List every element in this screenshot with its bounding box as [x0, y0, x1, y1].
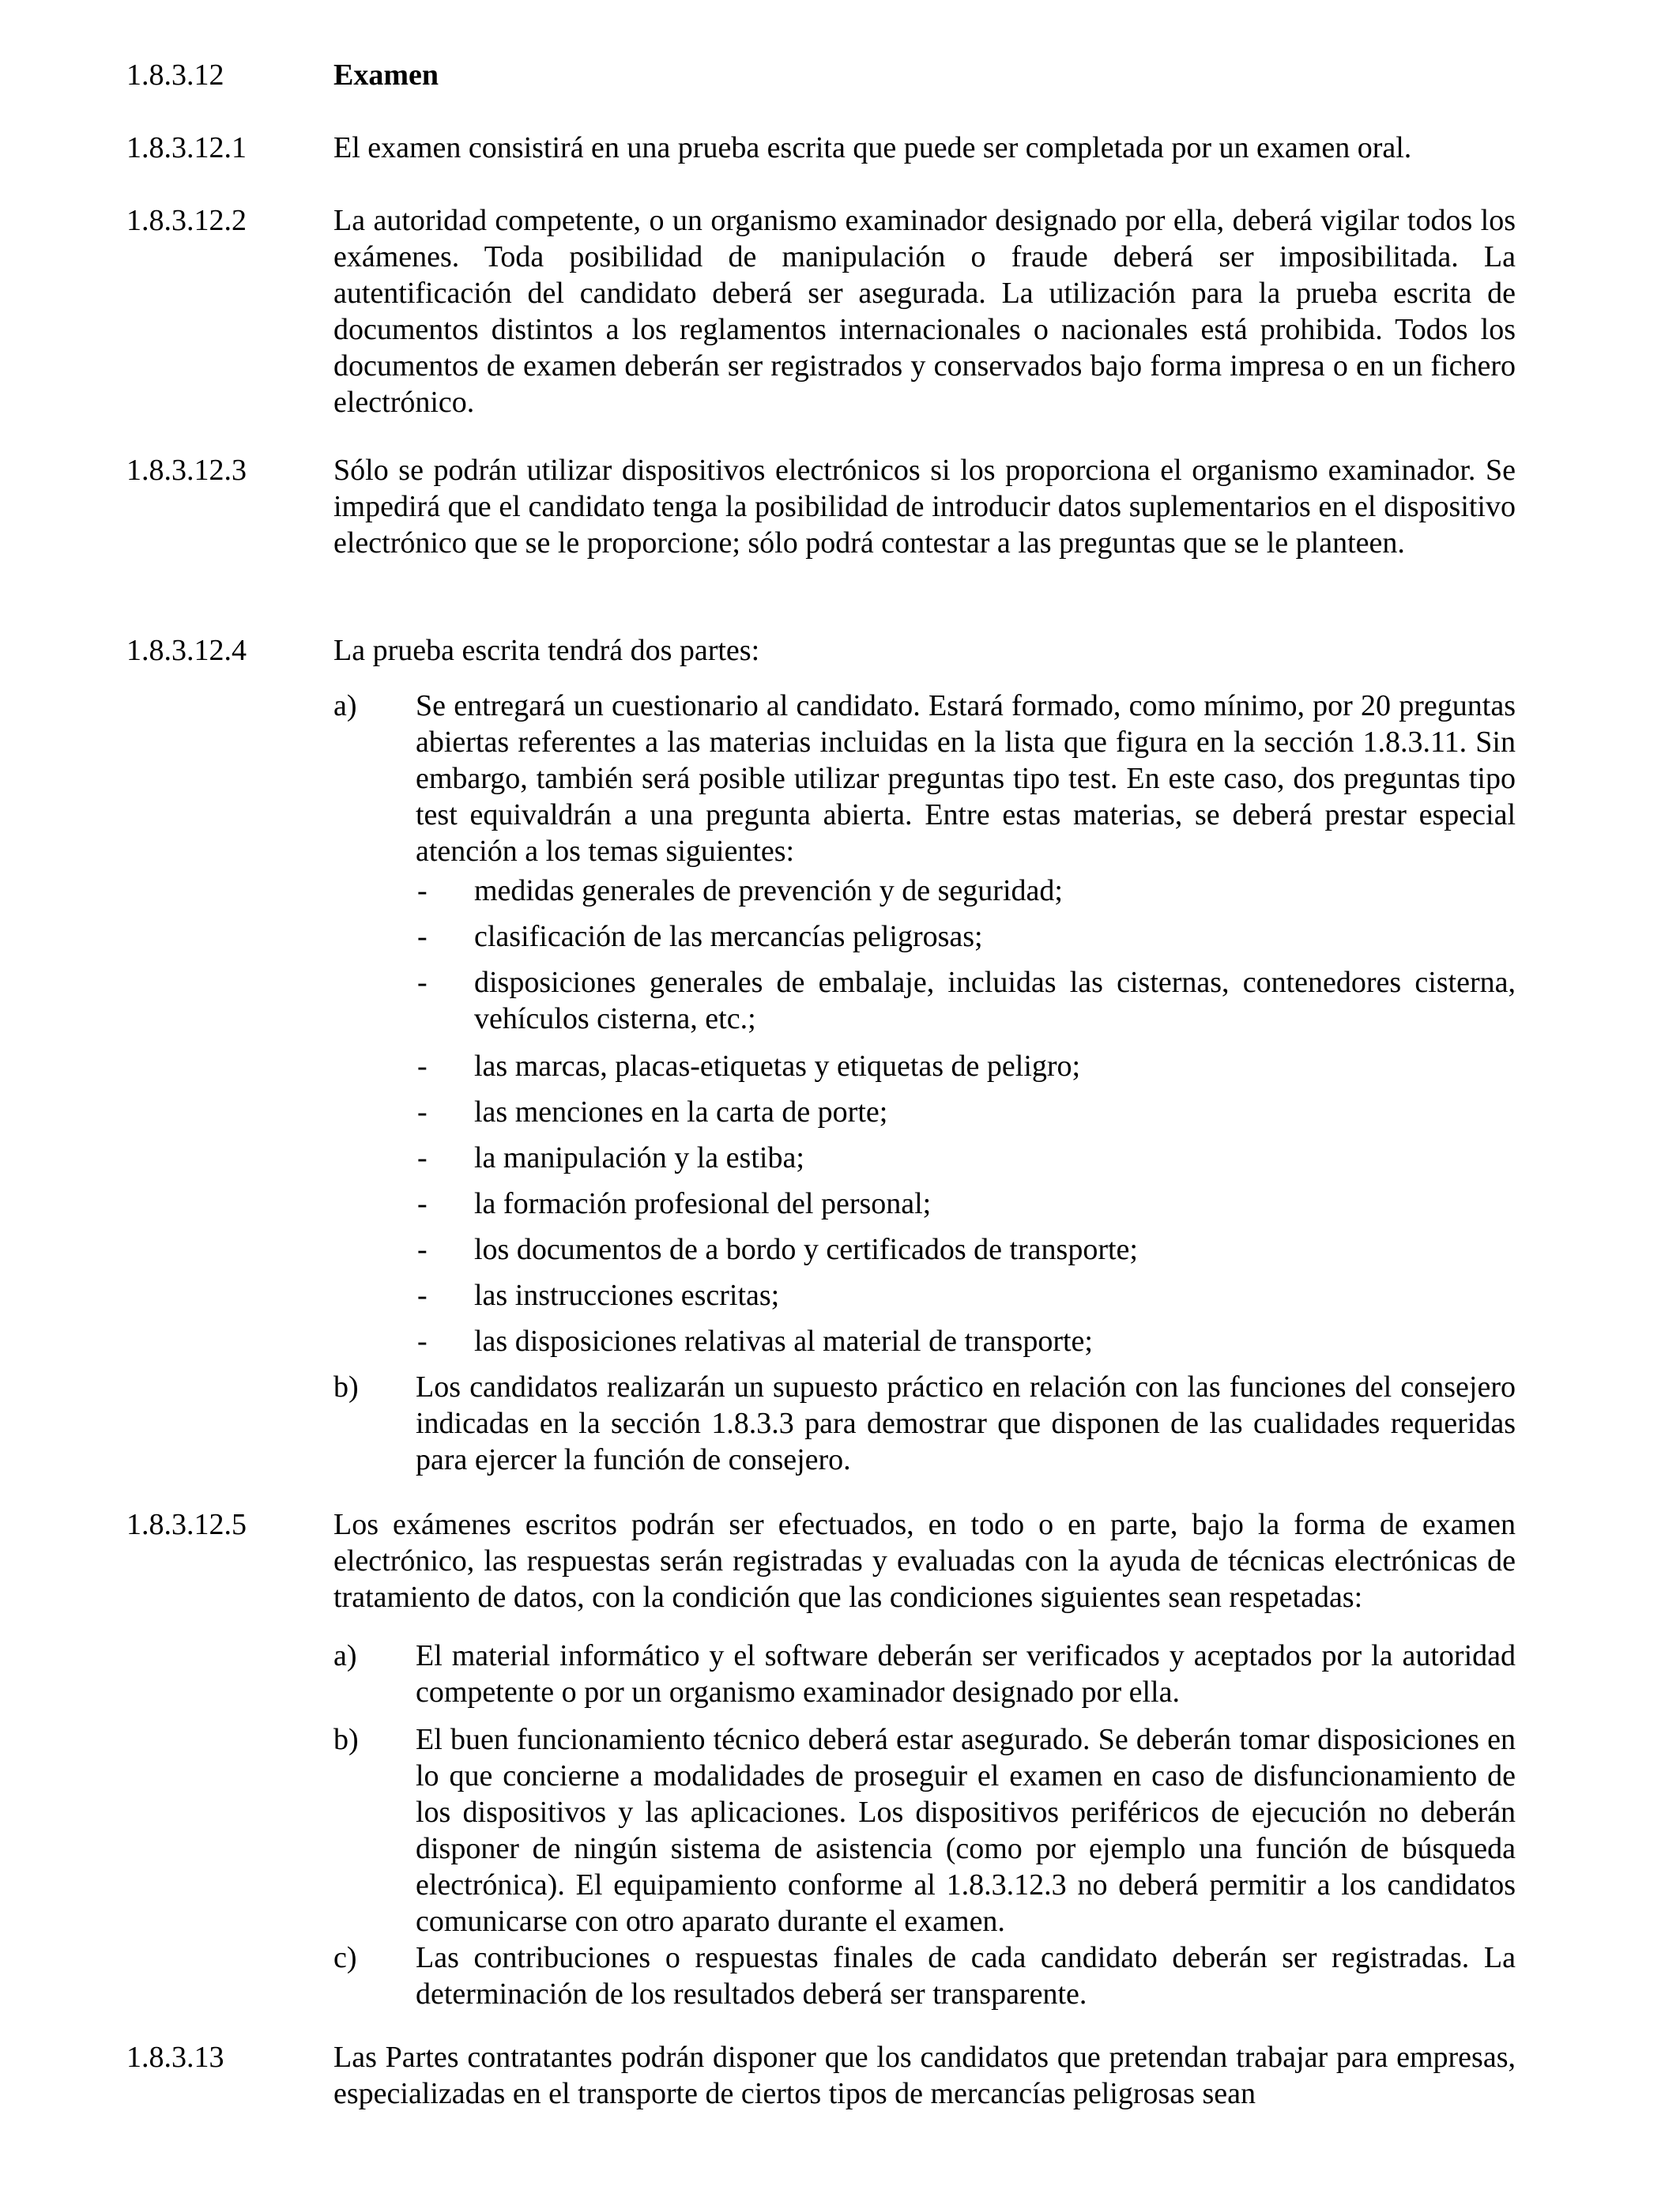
list-item-text: Las contribuciones o respuestas finales de cada candidato deberán ser registradas. La determinación de los resultados deberá ser transparente. [416, 1941, 1516, 2011]
dash-marker: - [417, 1279, 428, 1312]
list-item-label: b) [333, 1370, 359, 1404]
dash-item-text: los documentos de a bordo y certificados de transporte; [474, 1233, 1138, 1266]
dash-item-text: disposiciones generales de embalaje, incluidas las cisternas, contenedores cisterna, vehículos cisterna, etc.; [474, 966, 1516, 1035]
dash-marker: - [417, 1141, 428, 1174]
dash-item-text: medidas generales de prevención y de seguridad; [474, 874, 1063, 907]
section-title: Examen [333, 58, 439, 92]
dash-item-text: las menciones en la carta de porte; [474, 1095, 888, 1129]
list-item-label: a) [333, 1639, 357, 1672]
paragraph-text: La prueba escrita tendrá dos partes: [333, 634, 760, 667]
paragraph-text: El examen consistirá en una prueba escrita que puede ser completada por un examen oral. [333, 131, 1412, 164]
section-number: 1.8.3.12.2 [126, 204, 247, 237]
list-item-text: El buen funcionamiento técnico deberá estar asegurado. Se deberán tomar disposiciones en lo que concierne a modalidades de proseguir el examen en caso de disfuncionamiento de los dispositivos y las aplicaciones. Los dispositivos periféricos de ejecución no deberán disponer de ningún sistema de asistencia (como por ejemplo una función de búsqueda electrónica). El equipamiento conforme al 1.8.3.12.3 no deberá permitir a los candidatos comunicarse con otro aparato durante el examen. [416, 1723, 1516, 1938]
list-item-label: a) [333, 689, 357, 722]
list-item-label: b) [333, 1723, 359, 1756]
section-number: 1.8.3.12.3 [126, 454, 247, 487]
dash-marker: - [417, 1233, 428, 1266]
section-number: 1.8.3.12.4 [126, 634, 247, 667]
dash-marker: - [417, 1187, 428, 1220]
dash-item-text: la formación profesional del personal; [474, 1187, 932, 1220]
dash-item-text: clasificación de las mercancías peligrosas; [474, 920, 983, 953]
dash-marker: - [417, 1050, 428, 1083]
dash-marker: - [417, 920, 428, 953]
paragraph-text: Los exámenes escritos podrán ser efectuados, en todo o en parte, bajo la forma de examen electrónico, las respuestas serán registradas y evaluadas con la ayuda de técnicas electrónicas de tratamiento de datos, con la condición que las condiciones siguientes sean respetadas: [333, 1508, 1516, 1614]
paragraph-text: Sólo se podrán utilizar dispositivos electrónicos si los proporciona el organismo examinador. Se impedirá que el candidato tenga la posibilidad de introducir datos suplementarios en el dispositivo electrónico que se le proporcione; sólo podrá contestar a las preguntas que se le planteen. [333, 454, 1516, 560]
dash-marker: - [417, 874, 428, 907]
dash-item-text: las disposiciones relativas al material de transporte; [474, 1325, 1093, 1358]
section-number: 1.8.3.12.5 [126, 1508, 247, 1541]
list-item-text: Se entregará un cuestionario al candidato. Estará formado, como mínimo, por 20 preguntas abiertas referentes a las materias incluidas en la lista que figura en la sección 1.8.3.11. Sin embargo, también será posible utilizar preguntas tipo test. En este caso, dos preguntas tipo test equivaldrán a una pregunta abierta. Entre estas materias, se deberá prestar especial atención a los temas siguientes: [416, 689, 1516, 868]
list-item-label: c) [333, 1941, 357, 1974]
dash-marker: - [417, 966, 428, 999]
section-number: 1.8.3.12.1 [126, 131, 247, 164]
paragraph-text: La autoridad competente, o un organismo examinador designado por ella, deberá vigilar todos los exámenes. Toda posibilidad de manipulación o fraude deberá ser imposibilitada. La autentificación del candidato deberá ser asegurada. La utilización para la prueba escrita de documentos distintos a los reglamentos internacionales o nacionales está prohibida. Todos los documentos de examen deberán ser registrados y conservados bajo forma impresa o en un fichero electrónico. [333, 204, 1516, 419]
dash-item-text: las instrucciones escritas; [474, 1279, 780, 1312]
dash-item-text: las marcas, placas-etiquetas y etiquetas de peligro; [474, 1050, 1081, 1083]
list-item-text: Los candidatos realizarán un supuesto práctico en relación con las funciones del consejero indicadas en la sección 1.8.3.3 para demostrar que disponen de las cualidades requeridas para ejercer la función de consejero. [416, 1370, 1516, 1476]
section-number: 1.8.3.12 [126, 58, 224, 92]
dash-marker: - [417, 1095, 428, 1129]
section-number: 1.8.3.13 [126, 2041, 224, 2074]
list-item-text: El material informático y el software deberán ser verificados y aceptados por la autoridad competente o por un organismo examinador designado por ella. [416, 1639, 1516, 1709]
dash-item-text: la manipulación y la estiba; [474, 1141, 804, 1174]
dash-marker: - [417, 1325, 428, 1358]
paragraph-text: Las Partes contratantes podrán disponer que los candidatos que pretendan trabajar para empresas, especializadas en el transporte de ciertos tipos de mercancías peligrosas sean [333, 2041, 1516, 2110]
